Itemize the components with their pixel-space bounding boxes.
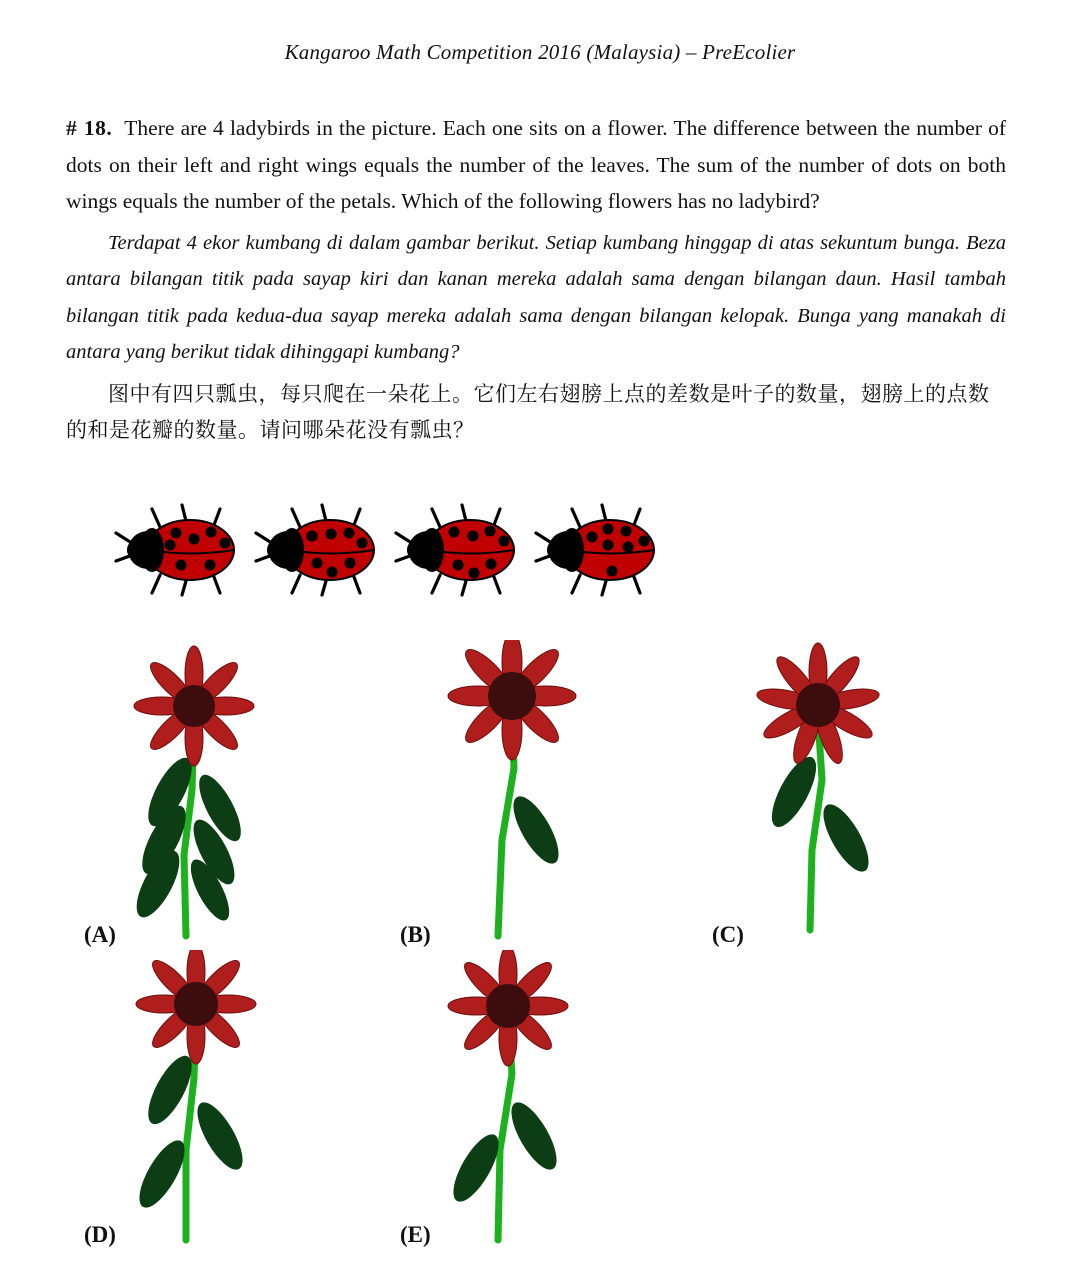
ladybird-2 (248, 503, 388, 598)
flower-option-b (428, 640, 613, 940)
flower-c-leaves (763, 751, 877, 878)
flower-option-e (428, 950, 613, 1250)
ladybird-3-upper-dots (449, 526, 510, 547)
question-body-english: There are 4 ladybirds in the picture. Each one sits on a flower. The difference between the number of dots on their left and right wings equals the number of the leaves. The sum of the number of dots on both wings equals the number of the petals. Which of the following flowers has no ladybird? (66, 116, 1007, 213)
ladybird-row (108, 503, 688, 598)
question-text-block (66, 110, 1006, 448)
question-paragraph-malay: Terdapat 4 ekor kumbang di dalam gambar berikut. Setiap kumbang hinggap di atas sekuntum bunga. Beza antara bilangan titik pada sayap kiri dan kanan mereka adalah sama dengan bilangan daun. Hasil tambah bilangan titik pada kedua-dua sayap mereka adalah sama dengan bilangan kelopak. Bunga yang manakah di antara yang berikut tidak dihinggapi kumbang? (66, 231, 1006, 363)
ladybird-4-lower-dots (607, 566, 618, 577)
flower-a-leaves (128, 752, 249, 926)
flower-option-a (112, 640, 297, 940)
ladybird-2-lower-dots (312, 558, 356, 578)
ladybird-1 (108, 503, 248, 598)
flower-option-c (738, 640, 923, 940)
option-label-d[interactable]: (D) (84, 1222, 116, 1247)
question-paragraph-english (66, 110, 1006, 220)
flower-c-petals (755, 643, 880, 766)
page-header: Kangaroo Math Competition 2016 (Malaysia) – PreEcolier (284, 40, 796, 64)
flower-e-petals (448, 950, 568, 1066)
flower-e-leaves (445, 1096, 565, 1208)
ladybird-1-upper-dots (165, 527, 231, 551)
option-label-b[interactable]: (B) (400, 922, 431, 947)
flower-option-d (112, 950, 297, 1250)
flower-d-center (174, 982, 218, 1026)
ladybird-4-upper-dots (587, 524, 650, 553)
question-number: # 18. (66, 116, 113, 140)
option-label-a[interactable]: (A) (84, 922, 116, 947)
ladybird-4 (528, 503, 668, 598)
ladybird-3 (388, 503, 528, 598)
flower-b-petals (448, 640, 576, 760)
question-paragraph-chinese: 图中有四只瓢虫，每只爬在一朵花上。它们左右翅膀上点的差数是叶子的数量，翅膀上的点数的和是花瓣的数量。请问哪朵花没有瓢虫？ (66, 381, 990, 442)
flower-a-petals (134, 646, 254, 766)
option-label-c[interactable]: (C) (712, 922, 744, 947)
flower-e-center (486, 984, 530, 1028)
flower-d-leaves (131, 1050, 251, 1214)
option-label-e[interactable]: (E) (400, 1222, 431, 1247)
ladybird-3-lower-dots (453, 559, 497, 579)
flower-b-leaves (505, 790, 567, 870)
ladybird-1-lower-dots (176, 560, 216, 571)
ladybird-2-upper-dots (307, 528, 368, 549)
flower-d-petals (136, 950, 256, 1064)
flower-b-center (488, 672, 536, 720)
flower-c-center (796, 683, 840, 727)
flower-a-center (173, 685, 215, 727)
